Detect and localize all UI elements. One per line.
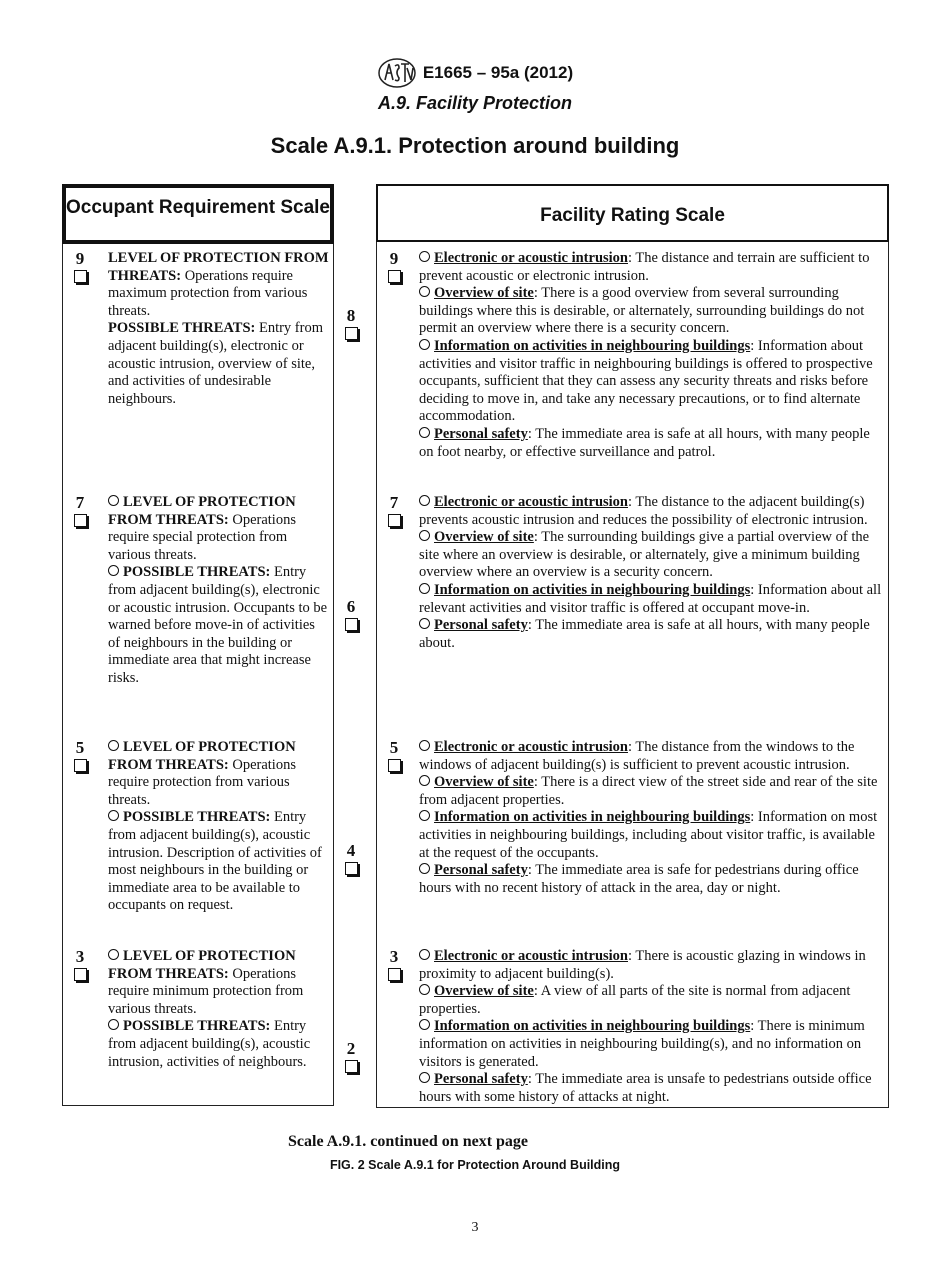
- level-checkbox[interactable]: [345, 618, 358, 631]
- level-label: LEVEL OF PROTECTION FROM THREATS:: [108, 948, 296, 982]
- level-label: LEVEL OF PROTECTION FROM THREATS:: [108, 494, 296, 528]
- criterion-item: [419, 338, 884, 426]
- occupant-column-heading: Occupant Requirement Scale: [62, 184, 334, 244]
- criterion-label: Electronic or acoustic intrusion: [434, 250, 628, 266]
- criterion-description: : There is minimum information on activities in neighbouring building(s), and no information on visitors is generated.: [419, 1018, 865, 1070]
- threats-description: Entry from adjacent building(s), electronic or acoustic intrusion. Occupants to be warned before move-in of activities of neighbours in the building or immediate area that might increase risks.: [108, 564, 328, 686]
- scale-title: Scale A.9.1. Protection around building: [270, 133, 680, 158]
- figure-caption: FIG. 2 Scale A.9.1 for Protection Around Building: [329, 1158, 621, 1172]
- facility-entry-text: [419, 494, 884, 652]
- criterion-item: [419, 250, 884, 285]
- facility-entry-text: [419, 739, 884, 897]
- level-description: Operations require maximum protection from various threats.: [108, 267, 308, 319]
- criterion-label: Personal safety: [434, 862, 528, 879]
- option-circle-icon[interactable]: [419, 427, 430, 438]
- criterion-label: Electronic or acoustic intrusion: [434, 739, 628, 755]
- facility-column-heading: Facility Rating Scale: [376, 184, 889, 242]
- criterion-item: [419, 948, 884, 983]
- criterion-item: [419, 983, 884, 1018]
- level-number: 8: [346, 306, 356, 325]
- facility-entry-text: [419, 250, 884, 461]
- criterion-description: : The immediate area is safe at all hours, with many people about.: [419, 617, 870, 651]
- document-designation: [0, 58, 950, 88]
- option-circle-icon[interactable]: [419, 530, 430, 541]
- level-checkbox[interactable]: [388, 270, 401, 283]
- threats-label: POSSIBLE THREATS:: [123, 809, 271, 826]
- criterion-description: : There is a good overview from several surrounding buildings where this is desirable, or alternately, surrounding buildings do not permit an overview where there is a security concern.: [419, 285, 865, 337]
- criterion-label: Personal safety: [434, 617, 528, 634]
- criterion-label: Personal safety: [434, 425, 528, 442]
- criterion-description: : Information about activities and visitor traffic in neighbouring buildings is offered to prospective occupants, sufficient that they can assess any security threats and risks before deciding to move in, and take any necessary precautions, or to find alternate accommodation.: [419, 337, 873, 425]
- criterion-description: : There is a direct view of the street side and rear of the site from adjacent properties.: [419, 774, 878, 808]
- criterion-label: Overview of site: [434, 983, 534, 1000]
- level-checkbox[interactable]: [74, 968, 87, 981]
- option-circle-icon[interactable]: [108, 495, 119, 506]
- level-checkbox[interactable]: [74, 270, 87, 283]
- criterion-label: Electronic or acoustic intrusion: [434, 948, 628, 964]
- level-number: 7: [75, 493, 85, 512]
- level-number: 5: [389, 738, 399, 757]
- option-circle-icon[interactable]: [419, 583, 430, 594]
- option-circle-icon[interactable]: [108, 949, 119, 960]
- astm-logo-icon: [377, 58, 417, 88]
- option-circle-icon[interactable]: [419, 1072, 430, 1083]
- criterion-item: [419, 529, 884, 582]
- criterion-item: [419, 1071, 884, 1106]
- option-circle-icon[interactable]: [419, 740, 430, 751]
- criterion-description: : The immediate area is safe at all hours, with many people on foot nearby, or effective surveillance and patrol.: [419, 425, 870, 460]
- criterion-description: : There is acoustic glazing in windows in proximity to adjacent building(s).: [419, 948, 866, 982]
- level-checkbox[interactable]: [388, 514, 401, 527]
- threats-label: POSSIBLE THREATS:: [123, 1018, 271, 1035]
- criterion-label: Information on activities in neighbouring buildings: [434, 809, 751, 826]
- threats-description: Entry from adjacent building(s), acoustic intrusion. Description of activities of most neighbours in the building or immediate area to be available to occupants on request.: [108, 809, 322, 914]
- option-circle-icon[interactable]: [419, 339, 430, 350]
- level-checkbox[interactable]: [388, 968, 401, 981]
- criterion-description: : A view of all parts of the site is normal from adjacent properties.: [419, 983, 851, 1017]
- criterion-description: : The distance and terrain are sufficient to prevent acoustic or electronic intrusion.: [419, 250, 870, 284]
- criterion-item: [419, 494, 884, 529]
- level-checkbox[interactable]: [345, 862, 358, 875]
- occupant-entry-text: [108, 250, 330, 408]
- level-number: 5: [75, 738, 85, 757]
- criterion-item: [419, 774, 884, 809]
- criterion-description: : The distance from the windows to the windows of adjacent building(s) is sufficient to prevent acoustic intrusion.: [419, 739, 855, 773]
- level-checkbox[interactable]: [345, 1060, 358, 1073]
- level-number: 3: [389, 947, 399, 966]
- option-circle-icon[interactable]: [108, 1019, 119, 1030]
- criterion-description: : The surrounding buildings give a partial overview of the site where an overview is desirable, or alternately, give a minimum building overview where an overview is a security concern.: [419, 529, 870, 581]
- level-label: LEVEL OF PROTECTION FROM THREATS:: [108, 739, 296, 773]
- option-circle-icon[interactable]: [419, 251, 430, 262]
- level-checkbox[interactable]: [345, 327, 358, 340]
- criterion-label: Overview of site: [434, 774, 534, 791]
- level-number: 2: [346, 1039, 356, 1058]
- level-number: 4: [346, 841, 356, 860]
- option-circle-icon[interactable]: [108, 810, 119, 821]
- criterion-label: Information on activities in neighbouring buildings: [434, 337, 751, 354]
- criterion-item: [419, 582, 884, 617]
- criterion-label: Personal safety: [434, 1071, 528, 1088]
- criterion-item: [419, 809, 884, 862]
- criterion-item: [419, 739, 884, 774]
- criterion-description: : The distance to the adjacent building(s) prevents acoustic intrusion and reduces the possibility of electronic intrusion.: [419, 494, 868, 528]
- level-number: 7: [389, 493, 399, 512]
- page-number: 3: [471, 1220, 479, 1235]
- level-checkbox[interactable]: [388, 759, 401, 772]
- criterion-description: : The immediate area is safe for pedestrians during office hours with no recent history of attack in the area, day or night.: [419, 862, 859, 896]
- option-circle-icon[interactable]: [419, 810, 430, 821]
- threats-label: POSSIBLE THREATS:: [123, 564, 271, 581]
- option-circle-icon[interactable]: [419, 863, 430, 874]
- criterion-label: Electronic or acoustic intrusion: [434, 494, 628, 510]
- level-label: LEVEL OF PROTECTION FROM THREATS:: [108, 250, 329, 284]
- threats-description: Entry from adjacent building(s), acoustic intrusion, activities of neighbours.: [108, 1018, 311, 1070]
- designation-code: E1665 – 95a (2012): [422, 63, 574, 82]
- criterion-item: [419, 1018, 884, 1071]
- level-number: 9: [389, 249, 399, 268]
- level-description: Operations require special protection from various threats.: [108, 511, 296, 563]
- criterion-item: [419, 617, 884, 652]
- option-circle-icon[interactable]: [419, 286, 430, 297]
- level-checkbox[interactable]: [74, 759, 87, 772]
- option-circle-icon[interactable]: [419, 949, 430, 960]
- criterion-description: : Information about all relevant activities and visitor traffic is offered at occupant move-in.: [419, 581, 882, 616]
- option-circle-icon[interactable]: [419, 775, 430, 786]
- criterion-item: [419, 426, 884, 461]
- level-number: 3: [75, 947, 85, 966]
- criterion-label: Information on activities in neighbouring buildings: [434, 1018, 751, 1035]
- option-circle-icon[interactable]: [419, 495, 430, 506]
- criterion-description: : The immediate area is unsafe to pedestrians outside office hours with some history of attacks at night.: [419, 1071, 872, 1105]
- occupant-entry-text: [108, 739, 330, 915]
- level-description: Operations require minimum protection from various threats.: [108, 965, 304, 1017]
- option-circle-icon[interactable]: [419, 984, 430, 995]
- level-description: Operations require protection from various threats.: [108, 756, 296, 808]
- level-number: 9: [75, 249, 85, 268]
- threats-label: POSSIBLE THREATS:: [108, 320, 256, 337]
- option-circle-icon[interactable]: [419, 1019, 430, 1030]
- occupant-entry-text: [108, 948, 330, 1071]
- section-heading: A.9. Facility Protection: [377, 93, 573, 113]
- option-circle-icon[interactable]: [108, 740, 119, 751]
- criterion-label: Overview of site: [434, 285, 534, 302]
- criterion-description: : Information on most activities in neighbouring buildings, including about visitor traffic, is available at the request of the occupants.: [419, 809, 878, 861]
- criterion-item: [419, 285, 884, 338]
- option-circle-icon[interactable]: [108, 565, 119, 576]
- level-checkbox[interactable]: [74, 514, 87, 527]
- continued-note: Scale A.9.1. continued on next page: [288, 1133, 529, 1150]
- criterion-label: Information on activities in neighbouring buildings: [434, 581, 751, 598]
- threats-description: Entry from adjacent building(s), electronic or acoustic intrusion, overview of site, and activities of undesirable neighbours.: [108, 320, 323, 407]
- criterion-label: Overview of site: [434, 529, 534, 546]
- level-number: 6: [346, 597, 356, 616]
- option-circle-icon[interactable]: [419, 618, 430, 629]
- criterion-item: [419, 862, 884, 897]
- facility-entry-text: [419, 948, 884, 1106]
- occupant-entry-text: [108, 494, 330, 688]
